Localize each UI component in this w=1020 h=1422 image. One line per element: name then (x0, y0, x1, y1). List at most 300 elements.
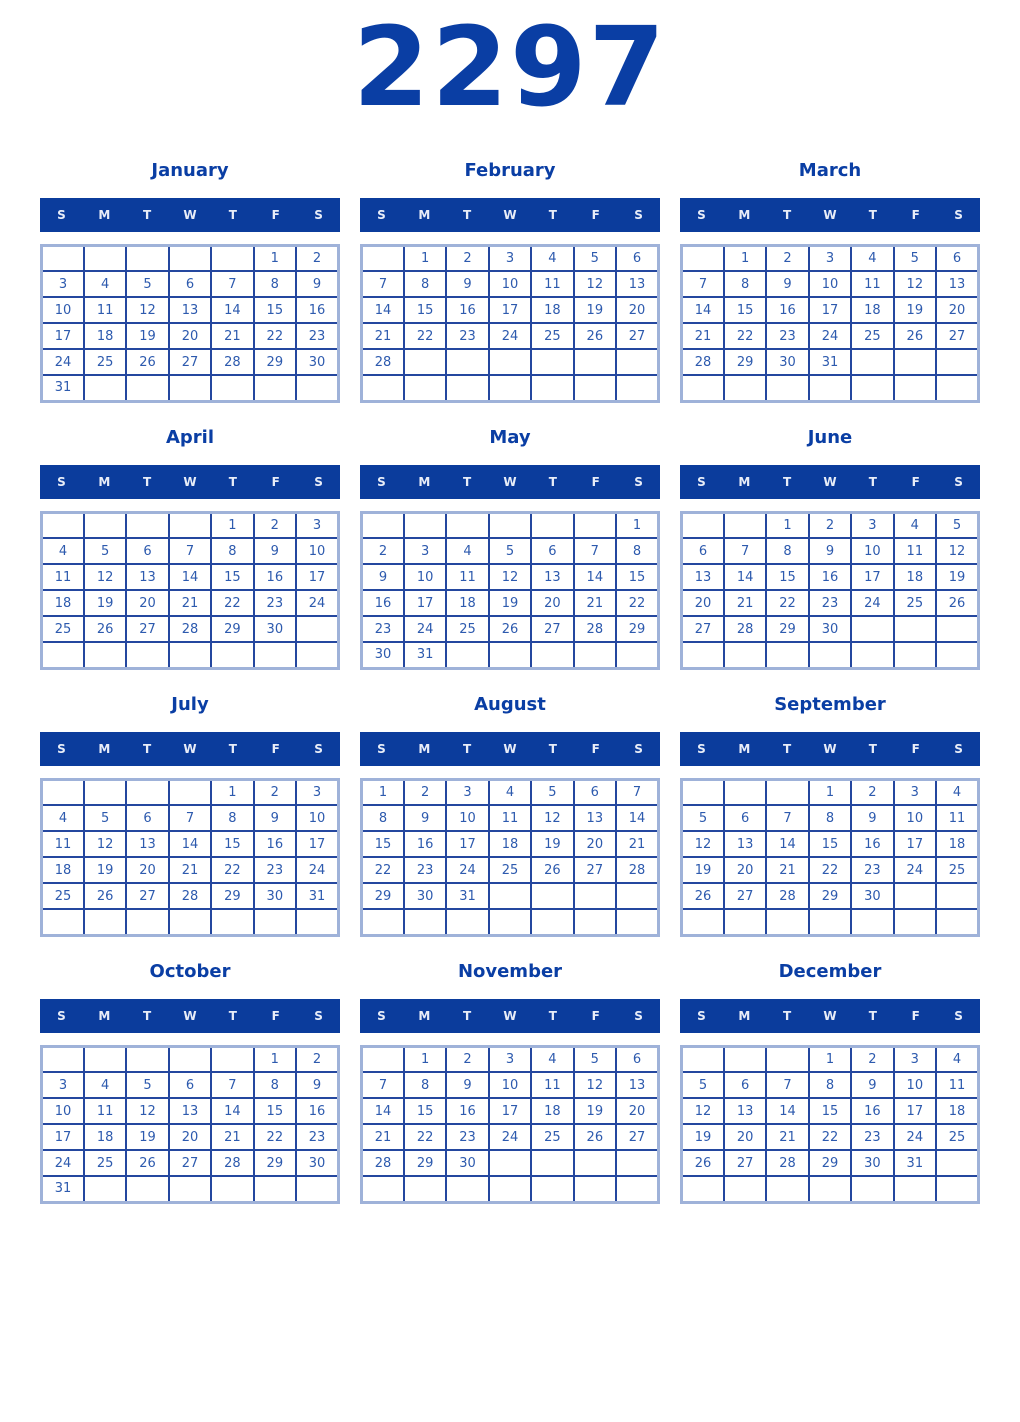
weekday-cell: S (954, 741, 963, 756)
week-row (362, 616, 659, 642)
day-cell: 25 (42, 883, 84, 909)
day-cell: 22 (254, 1124, 296, 1150)
day-cell: 14 (211, 1098, 253, 1124)
day-cell: 2 (851, 779, 893, 805)
month-november (360, 961, 660, 1204)
day-cell-empty (254, 909, 296, 935)
day-cell: 5 (84, 805, 126, 831)
day-cell: 24 (894, 857, 936, 883)
day-cell: 9 (809, 538, 851, 564)
weekday-cell: T (463, 207, 472, 222)
day-cell: 3 (809, 245, 851, 271)
day-cell: 29 (809, 883, 851, 909)
day-cell: 30 (254, 616, 296, 642)
month-title: July (171, 693, 209, 715)
day-cell: 26 (682, 883, 724, 909)
day-cell-empty (894, 1176, 936, 1202)
weekday-header (680, 999, 980, 1033)
day-cell: 18 (531, 297, 573, 323)
day-cell: 31 (809, 349, 851, 375)
day-cell: 1 (724, 245, 766, 271)
day-cell: 9 (296, 1072, 338, 1098)
weekday-cell: F (271, 207, 280, 222)
weekday-cell: T (868, 474, 877, 489)
weekday-cell: S (697, 474, 706, 489)
day-cell: 28 (766, 1150, 808, 1176)
day-cell-empty (616, 1176, 658, 1202)
day-cell: 2 (254, 779, 296, 805)
week-row (362, 883, 659, 909)
week-row (362, 590, 659, 616)
week-row (42, 1098, 339, 1124)
month-table (680, 778, 980, 937)
day-cell: 12 (531, 805, 573, 831)
weekday-cell: T (868, 1008, 877, 1023)
day-cell: 18 (936, 1098, 978, 1124)
day-cell-empty (84, 375, 126, 401)
day-cell-empty (724, 512, 766, 538)
day-cell: 17 (894, 831, 936, 857)
day-cell: 5 (894, 245, 936, 271)
day-cell: 9 (446, 1072, 488, 1098)
day-cell: 17 (42, 323, 84, 349)
day-cell-empty (446, 349, 488, 375)
day-cell: 28 (362, 349, 404, 375)
day-cell: 4 (894, 512, 936, 538)
day-cell: 1 (616, 512, 658, 538)
weekday-header (40, 732, 340, 766)
day-cell: 12 (84, 831, 126, 857)
weekday-cell: T (463, 474, 472, 489)
day-cell-empty (766, 642, 808, 668)
weekday-cell: F (591, 474, 600, 489)
weekday-cell: T (228, 1008, 237, 1023)
day-cell: 4 (42, 538, 84, 564)
day-cell-empty (42, 1046, 84, 1072)
month-table (680, 511, 980, 670)
day-cell-empty (404, 1176, 446, 1202)
day-cell-empty (766, 375, 808, 401)
day-cell: 14 (682, 297, 724, 323)
weekday-cell: S (377, 741, 386, 756)
day-cell-empty (446, 1176, 488, 1202)
weekday-cell: T (783, 741, 792, 756)
day-cell: 3 (42, 271, 84, 297)
week-row (682, 616, 979, 642)
day-cell-empty (616, 642, 658, 668)
day-cell: 12 (936, 538, 978, 564)
day-cell: 27 (724, 883, 766, 909)
week-row (682, 564, 979, 590)
week-row (682, 857, 979, 883)
day-cell-empty (851, 616, 893, 642)
day-cell: 1 (404, 245, 446, 271)
day-cell: 3 (296, 779, 338, 805)
day-cell-empty (682, 909, 724, 935)
day-cell-empty (682, 512, 724, 538)
day-cell: 20 (126, 857, 168, 883)
weekday-cell: F (911, 207, 920, 222)
week-row (682, 349, 979, 375)
day-cell: 11 (84, 297, 126, 323)
month-august (360, 694, 660, 937)
day-cell: 8 (724, 271, 766, 297)
day-cell: 26 (126, 349, 168, 375)
day-cell: 5 (682, 805, 724, 831)
week-row (42, 375, 339, 401)
day-cell: 13 (169, 1098, 211, 1124)
weekday-cell: M (738, 1008, 751, 1023)
month-title: May (489, 426, 531, 448)
day-cell: 31 (296, 883, 338, 909)
day-cell: 25 (936, 857, 978, 883)
day-cell-empty (404, 909, 446, 935)
day-cell-empty (851, 375, 893, 401)
day-cell: 21 (766, 1124, 808, 1150)
day-cell: 1 (254, 245, 296, 271)
day-cell: 28 (616, 857, 658, 883)
day-cell: 3 (894, 1046, 936, 1072)
month-title: August (474, 693, 546, 715)
week-row (682, 590, 979, 616)
day-cell-empty (531, 1150, 573, 1176)
day-cell: 29 (724, 349, 766, 375)
week-row (682, 271, 979, 297)
day-cell: 6 (169, 1072, 211, 1098)
day-cell: 11 (531, 271, 573, 297)
day-cell: 11 (936, 805, 978, 831)
week-row (42, 590, 339, 616)
day-cell-empty (766, 1176, 808, 1202)
day-cell: 20 (616, 297, 658, 323)
day-cell: 24 (489, 1124, 531, 1150)
day-cell: 22 (211, 857, 253, 883)
week-row (362, 1150, 659, 1176)
day-cell-empty (84, 779, 126, 805)
day-cell-empty (531, 1176, 573, 1202)
day-cell: 19 (531, 831, 573, 857)
weekday-cell: W (823, 474, 837, 489)
day-cell: 26 (489, 616, 531, 642)
day-cell: 30 (254, 883, 296, 909)
day-cell-empty (894, 883, 936, 909)
day-cell: 8 (809, 1072, 851, 1098)
week-row (682, 909, 979, 935)
day-cell-empty (574, 349, 616, 375)
week-row (682, 297, 979, 323)
day-cell-empty (126, 779, 168, 805)
day-cell: 25 (894, 590, 936, 616)
day-cell: 28 (362, 1150, 404, 1176)
day-cell: 13 (126, 831, 168, 857)
day-cell: 8 (211, 805, 253, 831)
day-cell-empty (42, 909, 84, 935)
day-cell: 20 (616, 1098, 658, 1124)
weekday-cell: S (697, 741, 706, 756)
day-cell: 9 (254, 805, 296, 831)
day-cell: 24 (42, 1150, 84, 1176)
day-cell: 6 (616, 245, 658, 271)
day-cell-empty (851, 349, 893, 375)
weekday-cell: T (783, 1008, 792, 1023)
day-cell: 1 (254, 1046, 296, 1072)
day-cell-empty (169, 375, 211, 401)
day-cell: 23 (446, 323, 488, 349)
day-cell: 6 (126, 538, 168, 564)
day-cell-empty (362, 1176, 404, 1202)
weekday-cell: M (418, 474, 431, 489)
day-cell-empty (489, 512, 531, 538)
day-cell: 29 (362, 883, 404, 909)
weekday-header (360, 465, 660, 499)
day-cell: 23 (851, 1124, 893, 1150)
day-cell: 18 (489, 831, 531, 857)
day-cell: 19 (84, 857, 126, 883)
day-cell-empty (574, 375, 616, 401)
weekday-cell: W (503, 207, 517, 222)
weekday-cell: M (98, 207, 111, 222)
day-cell: 26 (574, 1124, 616, 1150)
day-cell: 29 (766, 616, 808, 642)
day-cell: 28 (169, 883, 211, 909)
day-cell: 19 (682, 1124, 724, 1150)
day-cell-empty (682, 1176, 724, 1202)
day-cell: 8 (404, 271, 446, 297)
day-cell-empty (724, 1176, 766, 1202)
day-cell: 31 (42, 1176, 84, 1202)
day-cell: 1 (211, 779, 253, 805)
day-cell-empty (489, 642, 531, 668)
day-cell-empty (489, 909, 531, 935)
weekday-header (40, 465, 340, 499)
day-cell: 15 (809, 831, 851, 857)
day-cell: 13 (126, 564, 168, 590)
weekday-cell: S (954, 207, 963, 222)
week-row (362, 909, 659, 935)
week-row (362, 323, 659, 349)
weekday-cell: T (228, 474, 237, 489)
day-cell: 22 (809, 857, 851, 883)
week-row (42, 323, 339, 349)
week-row (362, 1098, 659, 1124)
day-cell: 11 (489, 805, 531, 831)
day-cell: 3 (851, 512, 893, 538)
day-cell: 23 (446, 1124, 488, 1150)
day-cell: 10 (894, 1072, 936, 1098)
weekday-header (360, 732, 660, 766)
day-cell: 2 (809, 512, 851, 538)
day-cell: 11 (851, 271, 893, 297)
day-cell-empty (851, 642, 893, 668)
day-cell: 30 (766, 349, 808, 375)
day-cell: 11 (894, 538, 936, 564)
week-row (42, 564, 339, 590)
week-row (362, 805, 659, 831)
day-cell-empty (126, 642, 168, 668)
day-cell: 7 (362, 1072, 404, 1098)
day-cell: 21 (211, 1124, 253, 1150)
day-cell: 5 (574, 245, 616, 271)
day-cell: 9 (362, 564, 404, 590)
weekday-header (680, 198, 980, 232)
weekday-cell: S (314, 207, 323, 222)
day-cell: 15 (404, 297, 446, 323)
day-cell: 5 (489, 538, 531, 564)
day-cell-empty (446, 642, 488, 668)
week-row (42, 297, 339, 323)
day-cell: 19 (574, 297, 616, 323)
week-row (362, 271, 659, 297)
weekday-cell: T (143, 474, 152, 489)
weekday-header (360, 198, 660, 232)
day-cell: 30 (851, 1150, 893, 1176)
day-cell: 1 (404, 1046, 446, 1072)
day-cell-empty (724, 779, 766, 805)
day-cell: 10 (489, 271, 531, 297)
day-cell: 5 (531, 779, 573, 805)
day-cell: 27 (126, 883, 168, 909)
day-cell: 5 (126, 271, 168, 297)
day-cell-empty (531, 349, 573, 375)
day-cell: 23 (766, 323, 808, 349)
week-row (362, 512, 659, 538)
day-cell: 11 (936, 1072, 978, 1098)
month-table (360, 1045, 660, 1204)
day-cell: 29 (616, 616, 658, 642)
week-row (682, 512, 979, 538)
weekday-cell: T (783, 207, 792, 222)
day-cell: 28 (724, 616, 766, 642)
weekday-cell: M (738, 207, 751, 222)
day-cell: 13 (682, 564, 724, 590)
weekday-cell: T (548, 1008, 557, 1023)
week-row (42, 857, 339, 883)
day-cell: 23 (809, 590, 851, 616)
weekday-cell: S (57, 1008, 66, 1023)
day-cell: 25 (851, 323, 893, 349)
week-row (42, 642, 339, 668)
day-cell: 20 (126, 590, 168, 616)
weekday-cell: W (183, 474, 197, 489)
day-cell: 13 (574, 805, 616, 831)
day-cell-empty (851, 909, 893, 935)
day-cell: 18 (446, 590, 488, 616)
day-cell: 25 (84, 1150, 126, 1176)
month-june (680, 427, 980, 670)
day-cell: 14 (362, 1098, 404, 1124)
day-cell: 15 (362, 831, 404, 857)
day-cell: 16 (296, 297, 338, 323)
day-cell: 7 (766, 805, 808, 831)
week-row (362, 245, 659, 271)
day-cell: 31 (894, 1150, 936, 1176)
week-row (682, 538, 979, 564)
day-cell-empty (682, 642, 724, 668)
day-cell: 21 (169, 857, 211, 883)
day-cell: 24 (809, 323, 851, 349)
day-cell: 29 (254, 1150, 296, 1176)
day-cell: 19 (574, 1098, 616, 1124)
month-table (40, 244, 340, 403)
week-row (42, 779, 339, 805)
weekday-cell: W (183, 1008, 197, 1023)
day-cell: 10 (894, 805, 936, 831)
day-cell: 18 (531, 1098, 573, 1124)
day-cell: 17 (489, 297, 531, 323)
day-cell-empty (84, 1046, 126, 1072)
day-cell: 6 (936, 245, 978, 271)
month-title: June (807, 426, 853, 448)
day-cell: 25 (531, 323, 573, 349)
day-cell: 26 (84, 616, 126, 642)
weekday-cell: T (783, 474, 792, 489)
week-row (682, 323, 979, 349)
day-cell: 8 (616, 538, 658, 564)
day-cell: 26 (682, 1150, 724, 1176)
weekday-cell: S (634, 207, 643, 222)
day-cell: 31 (446, 883, 488, 909)
day-cell-empty (616, 883, 658, 909)
day-cell: 18 (894, 564, 936, 590)
day-cell: 15 (211, 564, 253, 590)
day-cell: 28 (211, 349, 253, 375)
day-cell: 28 (766, 883, 808, 909)
day-cell-empty (936, 1176, 978, 1202)
weekday-header (680, 732, 980, 766)
weekday-cell: W (823, 741, 837, 756)
day-cell: 10 (809, 271, 851, 297)
day-cell: 20 (169, 1124, 211, 1150)
day-cell: 5 (682, 1072, 724, 1098)
day-cell-empty (404, 512, 446, 538)
week-row (42, 1176, 339, 1202)
weekday-cell: M (98, 474, 111, 489)
weekday-cell: S (634, 474, 643, 489)
day-cell: 20 (169, 323, 211, 349)
day-cell: 27 (574, 857, 616, 883)
weekday-header (40, 198, 340, 232)
day-cell: 16 (809, 564, 851, 590)
day-cell: 2 (362, 538, 404, 564)
month-january (40, 160, 340, 403)
day-cell: 14 (169, 831, 211, 857)
week-row (682, 1176, 979, 1202)
day-cell: 27 (936, 323, 978, 349)
day-cell: 28 (211, 1150, 253, 1176)
weekday-cell: S (697, 207, 706, 222)
day-cell: 2 (296, 245, 338, 271)
day-cell: 4 (851, 245, 893, 271)
day-cell: 13 (531, 564, 573, 590)
day-cell: 27 (616, 323, 658, 349)
month-title: December (778, 960, 882, 982)
weekday-cell: T (868, 207, 877, 222)
weekday-cell: W (503, 1008, 517, 1023)
day-cell: 25 (42, 616, 84, 642)
day-cell: 22 (254, 323, 296, 349)
week-row (682, 245, 979, 271)
day-cell: 19 (84, 590, 126, 616)
day-cell: 7 (616, 779, 658, 805)
day-cell: 24 (404, 616, 446, 642)
week-row (682, 1072, 979, 1098)
day-cell: 17 (296, 831, 338, 857)
week-row (42, 1124, 339, 1150)
day-cell: 26 (894, 323, 936, 349)
day-cell-empty (84, 512, 126, 538)
day-cell-empty (211, 1176, 253, 1202)
day-cell: 24 (894, 1124, 936, 1150)
